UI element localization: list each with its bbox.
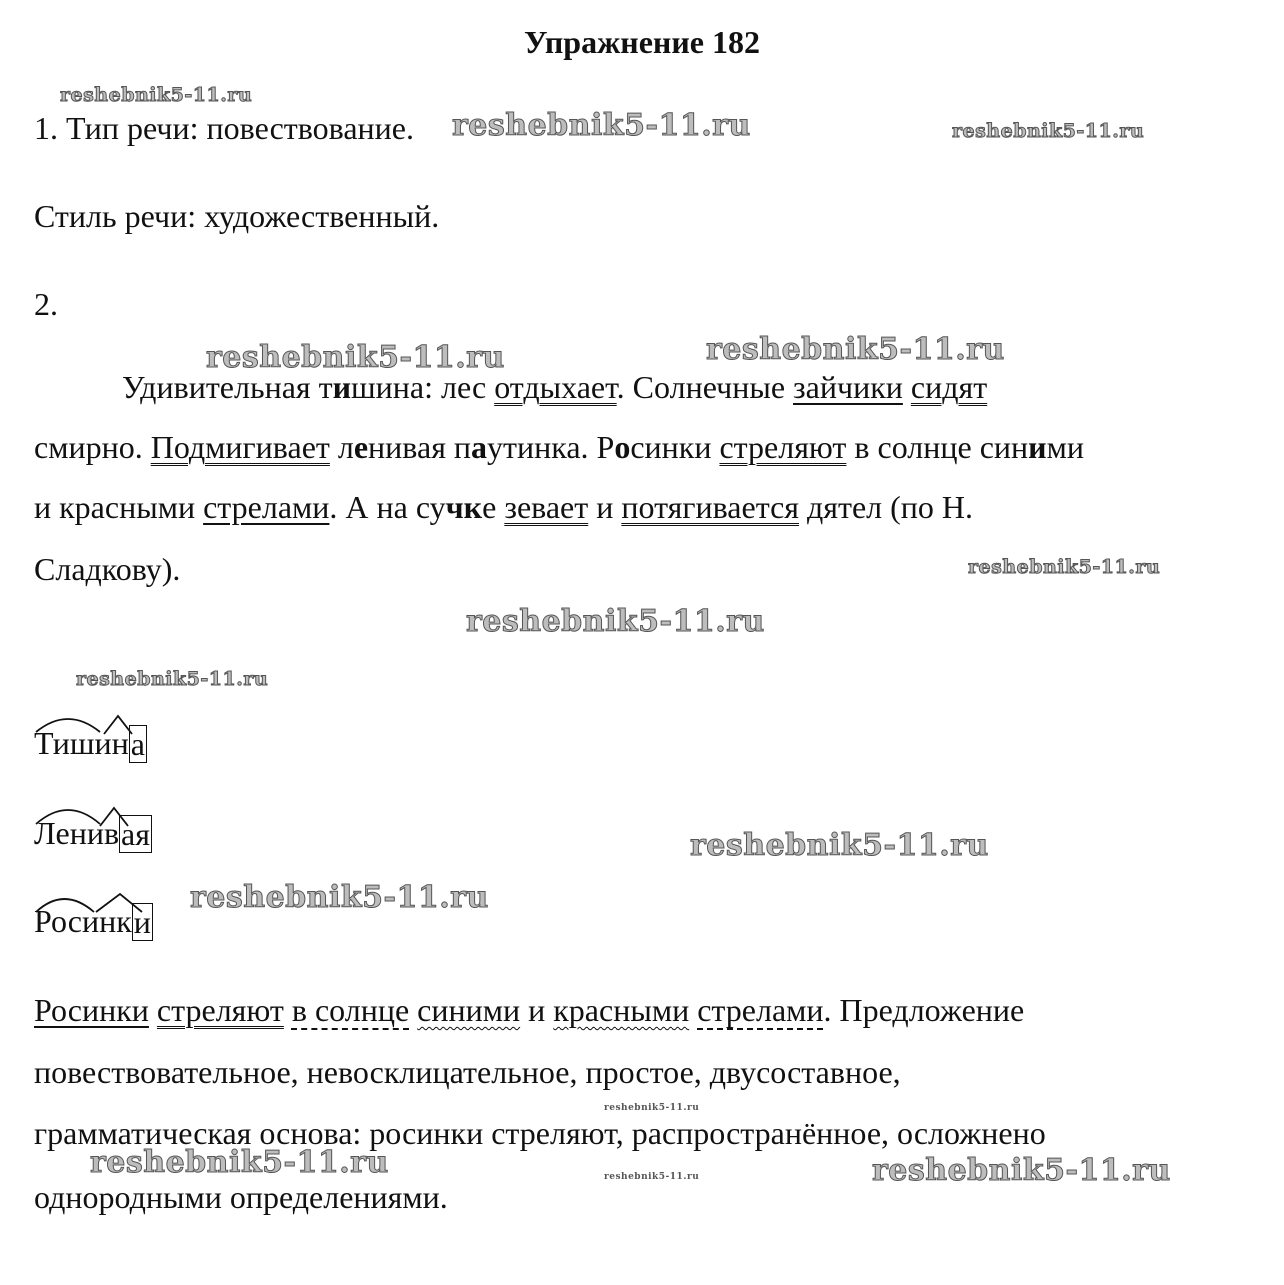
analysis-line-2: повествовательное, невосклицательное, простое, двусоставное, [34, 1054, 901, 1090]
text-line-1: Удивительная тишина: лес отдыхает. Солнечные зайчики сидят [122, 369, 988, 405]
root-arc-mark [36, 810, 100, 824]
root-arc-mark [36, 899, 94, 912]
text-line-3: и красными стрелами. А на сучке зевает и потягивается дятел (по Н. [34, 489, 974, 525]
watermark: reshebnik5-11.ru [872, 1153, 1171, 1188]
predicate-winks: Подмигивает [150, 429, 330, 465]
watermark: reshebnik5-11.ru [76, 668, 269, 690]
watermark: reshebnik5-11.ru [690, 828, 989, 863]
ending-box: ая [121, 816, 150, 852]
subject-dewdrops: Росинки [34, 992, 149, 1028]
adverbial: в солнце [291, 992, 410, 1028]
predicate-stretches: потягивается [621, 489, 799, 525]
predicate-shoot: стреляют [156, 992, 284, 1028]
suffix-mark [96, 894, 142, 912]
watermark: reshebnik5-11.ru [604, 1172, 700, 1182]
predicate-rests: отдыхает [494, 369, 617, 405]
analysis-line-3: грамматическая основа: росинки стреляют, распространённое, осложнено [34, 1115, 1046, 1151]
part2-label: 2. [34, 286, 58, 322]
analysis-line-4: однородными определениями. [34, 1179, 448, 1215]
ending-box: а [130, 726, 145, 762]
morpheme-word-1: Тишина [34, 725, 145, 762]
predicate-sit: сидят [910, 369, 988, 405]
speech-style-line: Стиль речи: художественный. [34, 198, 440, 234]
word-arrows: стрелами [203, 489, 330, 525]
analysis-line-1: Росинки стреляют в солнце синими и красными стрелами. Предложение [34, 992, 1025, 1028]
page-title: Упражнение 182 [523, 24, 760, 60]
text-line-2: смирно. Подмигивает ленивая паутинка. Росинки стреляют в солнце синими [34, 429, 1084, 465]
suffix-mark [104, 716, 132, 734]
morpheme-word-3: Росинки [34, 903, 151, 940]
watermark: reshebnik5-11.ru [190, 880, 489, 915]
watermark: reshebnik5-11.ru [452, 108, 751, 143]
attribute-red: красными [553, 992, 690, 1028]
speech-type-line: 1. Тип речи: повествование. [34, 110, 414, 146]
text-line-4: Сладкову). [34, 551, 181, 587]
watermark: reshebnik5-11.ru [206, 340, 505, 375]
watermark: reshebnik5-11.ru [706, 332, 1005, 367]
subject-bunnies: зайчики [793, 369, 903, 405]
ending-box: и [133, 904, 151, 940]
watermark: reshebnik5-11.ru [604, 1103, 700, 1113]
predicate-shoot: стреляют [719, 429, 847, 465]
watermark: reshebnik5-11.ru [952, 120, 1145, 142]
predicate-yawns: зевает [504, 489, 589, 525]
watermark: reshebnik5-11.ru [968, 556, 1161, 578]
morpheme-word-2: Ленивая [34, 815, 150, 852]
object-arrows: стрелами [697, 992, 824, 1028]
watermark: reshebnik5-11.ru [90, 1145, 389, 1180]
attribute-blue: синими [417, 992, 521, 1028]
root-arc-mark [36, 719, 100, 732]
suffix-mark [100, 808, 128, 826]
watermark: reshebnik5-11.ru [60, 84, 253, 106]
watermark: reshebnik5-11.ru [466, 604, 765, 639]
